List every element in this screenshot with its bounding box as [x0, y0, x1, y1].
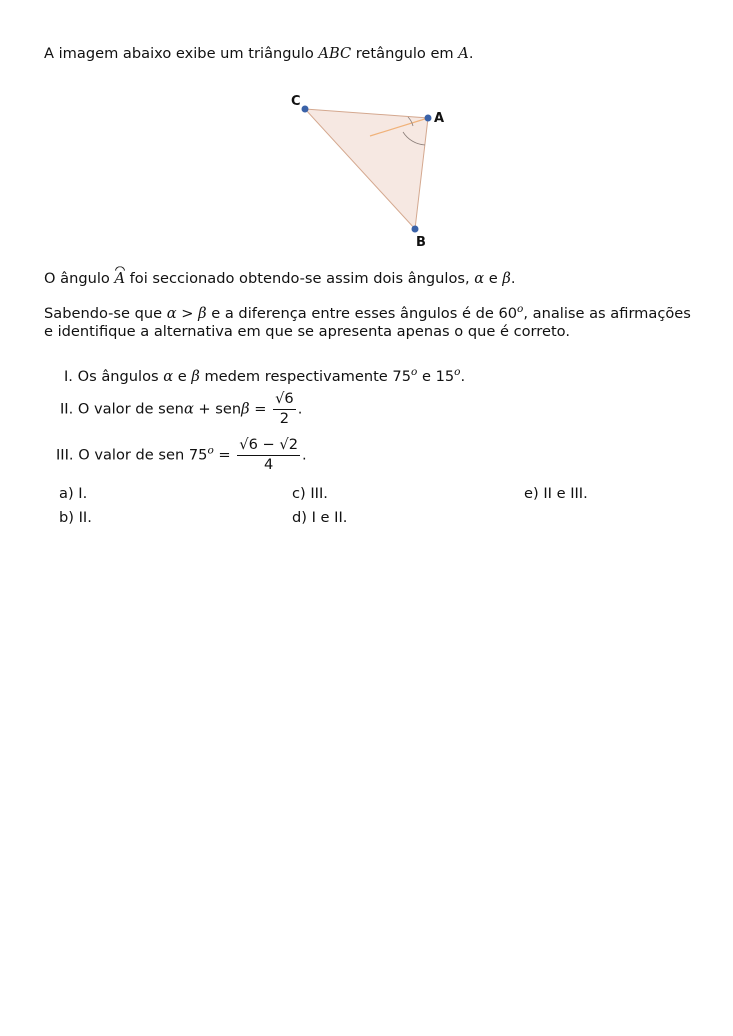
option-text: I.	[78, 485, 88, 502]
radicand: 6	[284, 390, 294, 407]
intro-before: A imagem abaixo exibe um triângulo	[44, 45, 319, 62]
fraction	[273, 391, 296, 428]
statement-text: O valor de sen 75	[78, 446, 208, 464]
statement-text: + sen	[193, 400, 242, 418]
option-e[interactable]	[524, 485, 588, 502]
statement-2	[60, 391, 302, 428]
statement-text: e	[173, 368, 192, 385]
beta-symbol: β	[502, 270, 511, 287]
option-letter: c)	[292, 485, 306, 502]
triangle-name: ABC	[318, 45, 352, 62]
degree-symbol: o	[207, 444, 214, 457]
option-text: II.	[78, 509, 92, 526]
statement-end: .	[302, 446, 307, 464]
alpha-symbol: α	[163, 368, 174, 385]
statement-end: .	[297, 400, 303, 418]
equals-sign: =	[213, 446, 236, 464]
option-text: I e II.	[311, 509, 348, 526]
statement-number: II.	[60, 400, 74, 418]
option-b[interactable]	[59, 509, 92, 526]
given-text-a: Sabendo-se que	[44, 305, 167, 322]
given-text-b: e a diferença entre esses ângulos é de 60	[206, 305, 518, 322]
statement-text: O valor de sen	[77, 400, 184, 418]
right-angle-vertex: A	[458, 45, 469, 62]
statement-text: Os ângulos	[77, 368, 164, 385]
option-letter: a)	[59, 485, 74, 502]
triangle-figure	[280, 88, 460, 253]
degree-symbol: o	[454, 366, 461, 379]
numerator	[273, 391, 296, 410]
denominator: 4	[264, 455, 274, 473]
option-d[interactable]	[292, 509, 347, 526]
point-a	[425, 115, 432, 122]
triangle-abc	[305, 109, 428, 229]
label-b: B	[416, 235, 426, 250]
option-c[interactable]	[292, 485, 328, 502]
beta-symbol: β	[191, 368, 200, 385]
numerator	[237, 437, 300, 456]
radicand: 6	[248, 436, 258, 453]
angle-and: e	[484, 270, 503, 287]
statement-3	[56, 437, 307, 474]
intro-middle: retângulo em	[351, 45, 459, 62]
beta-symbol: β	[241, 400, 250, 418]
given-text-c: , analise as afirmações	[523, 305, 691, 322]
intro-text	[44, 45, 473, 62]
angle-a-hat: A	[114, 270, 126, 287]
greater-than: >	[176, 305, 199, 322]
sqrt-sign: √	[279, 436, 289, 453]
denominator: 2	[279, 409, 290, 427]
statement-end: .	[460, 368, 466, 385]
label-c: C	[291, 94, 301, 109]
intro-end: .	[468, 45, 474, 62]
option-text: II e III.	[543, 485, 588, 502]
sqrt-sign: √	[275, 390, 285, 407]
statement-text: e 15	[417, 368, 455, 385]
radicand: 2	[288, 436, 299, 453]
statement-text: medem respectivamente 75	[199, 368, 411, 385]
alpha-symbol: α	[183, 400, 194, 418]
sqrt-sign: √	[239, 436, 249, 453]
option-letter: e)	[524, 485, 539, 502]
angle-sentence	[44, 270, 515, 287]
point-c	[302, 106, 309, 113]
alpha-symbol: α	[474, 270, 485, 287]
degree-symbol: o	[517, 303, 524, 316]
option-text: III.	[310, 485, 328, 502]
statement-number: III.	[56, 446, 74, 464]
statement-1	[64, 368, 465, 385]
angle-middle: foi seccionado obtendo-se assim dois ângulos,	[125, 270, 475, 287]
point-b	[412, 226, 419, 233]
option-a[interactable]	[59, 485, 87, 502]
statement-number: I.	[64, 368, 73, 385]
angle-end: .	[510, 270, 516, 287]
alpha-symbol: α	[166, 305, 177, 322]
given-line-2: e identifique a alternativa em que se apresenta apenas o que é correto.	[44, 323, 570, 340]
given-line-1	[44, 305, 691, 322]
option-letter: d)	[292, 509, 307, 526]
angle-before: O ângulo	[44, 270, 115, 287]
equals-sign: =	[249, 400, 272, 418]
degree-symbol: o	[411, 366, 418, 379]
beta-symbol: β	[198, 305, 207, 322]
label-a: A	[434, 111, 445, 126]
fraction	[237, 437, 300, 474]
option-letter: b)	[59, 509, 74, 526]
minus-sign: −	[262, 436, 280, 453]
